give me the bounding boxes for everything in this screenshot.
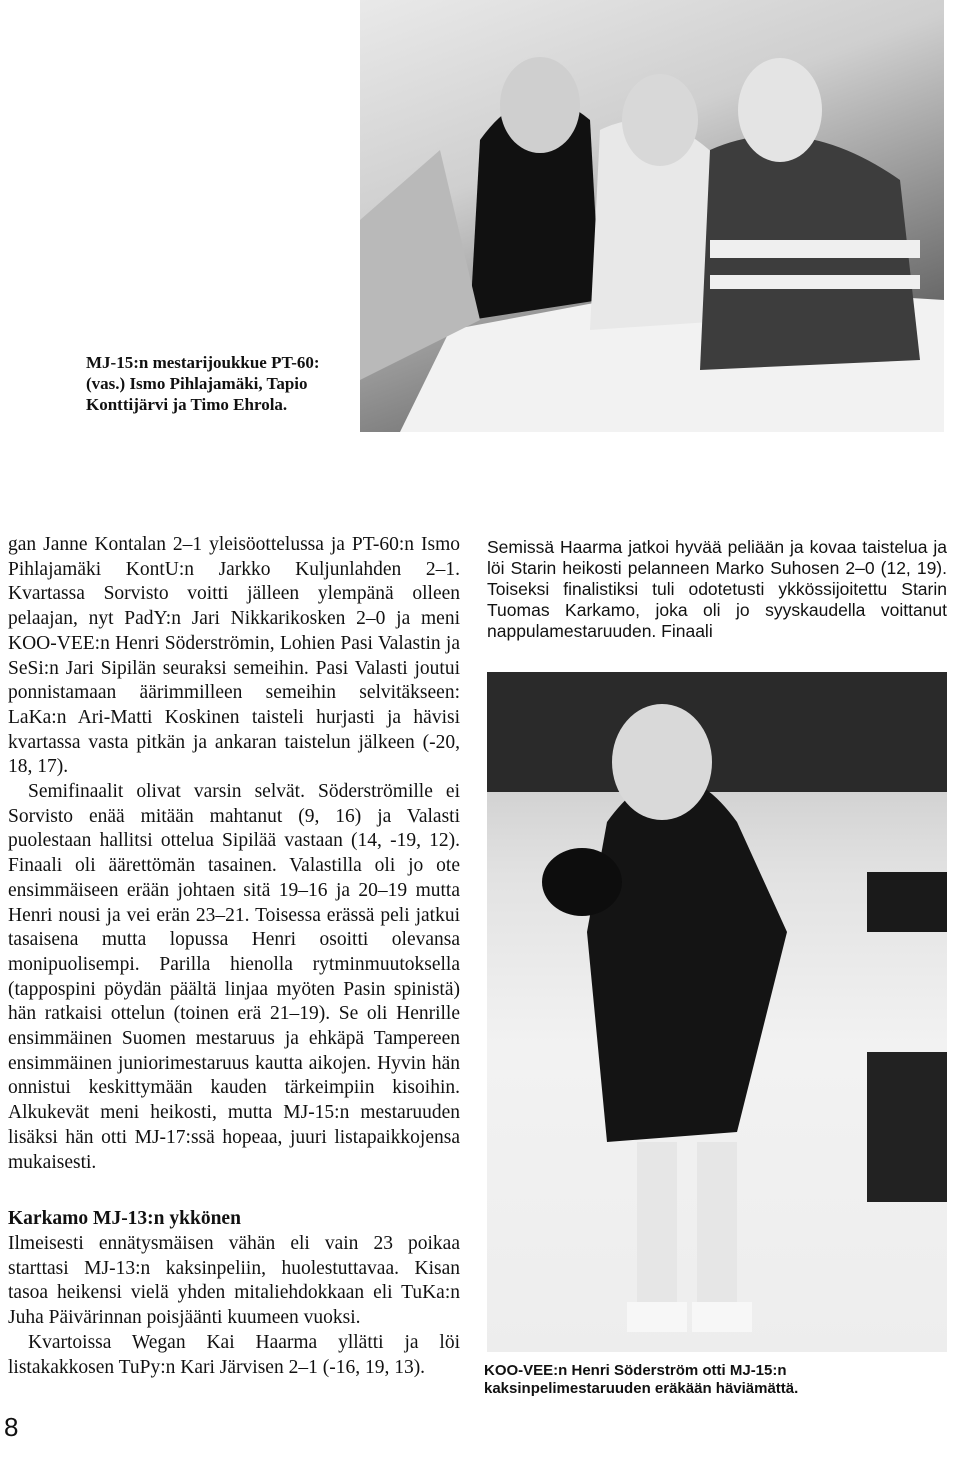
article-bottom-column: [8, 1232, 460, 1380]
team-photo-caption: MJ-15:n mestarijoukkue PT-60: (vas.) Ismo Pihlajamäki, Tapio Konttijärvi ja Timo Ehrola.: [86, 353, 320, 414]
section-heading: Karkamo MJ-13:n ykkönen: [8, 1208, 241, 1229]
player-photo-caption: KOO-VEE:n Henri Söderström otti MJ-15:n kaksinpelimestaruuden eräkään häviämättä.: [484, 1362, 799, 1397]
player-photo-image: [487, 672, 947, 1352]
article-right-column: Semissä Haarma jatkoi hyvää peliään ja kovaa taistelua ja löi Starin heikosti pelanneen Marko Suhosen 2–0 (12, 19). Toiseksi finalistiksi tuli odotetusti ykkössijoitettu Starin Tuomas Karkamo, joka oli jo syyskaudella voittanut nappulamestaruuden. Finaali: [487, 537, 947, 641]
article-paragraph: Semifinaalit olivat varsin selvät. Söderströmille ei Sorvisto enää mitään mahtanut (9, 16) ja Valasti puolestaan hallitsi ottelua Sipilää vastaan (14, -19, 12). Finaali oli äärettömän tasainen. Valastilla oli jo ote ensimmäiseen erään johtaen sitä 19–16 ja 20–19 mutta Henri nousi ja vei erän 23–21. Toisessa erässä peli jatkui tasaisena mutta lopussa Henri osoitti olevansa monipuolisempi. Parilla hienolla rytminmuutoksella (tappospini pöydän päältä linjaa myöten Pasin spinistä) hän ratkaisi ottelun (toinen erä 21–19). Se oli Henrille ensimmäinen Suomen mestaruus ja ehkäpä Tampereen ensimmäinen juniorimestaruus kautta aikojen. Hyvin hän onnistui keskittymään kauden tärkeimpiin kisoihin. Alkukevät meni heikosti, mutta MJ-15:n mestaruuden lisäksi hän otti MJ-17:ssä hopeaa, juuri listapaikkojensa mukaisesti.: [8, 781, 460, 1173]
article-paragraph: Ilmeisesti ennätysmäisen vähän eli vain 23 poikaa starttasi MJ-13:n kaksinpeliin, huolestuttavaa. Kisan tasoa heikensi vielä yhden mitaliehdokkaan eli TuKa:n Juha Päivärinnan poisjäänti kuumeen vuoksi.: [8, 1233, 460, 1329]
team-photo: [360, 0, 944, 432]
player-photo: [487, 672, 947, 1352]
article-left-column: [8, 533, 460, 1175]
team-photo-image: [360, 0, 944, 432]
page-number: 8: [4, 1412, 19, 1442]
article-paragraph: gan Janne Kontalan 2–1 yleisöottelussa ja PT-60:n Ismo Pihlajamäki KontU:n Jarkko Kuljunlahden 2–1. Kvartassa Sorvisto voitti jälleen ylempänä olleen pelaajan, nyt PadY:n Jari Nikkarikosken 2–0 ja meni KOO-VEE:n Henri Söderströmin, Lohien Pasi Valastin ja SeSi:n Jari Sipilän seuraksi semeihin. Pasi Valasti joutui ponnistamaan äärimmilleen semeihin selvitäkseen: LaKa:n Ari-Matti Koskinen taisteli hurjasti ja hävisi kvartassa vasta pitkän ja ankaran taistelun jälkeen (-20, 18, 17).: [8, 534, 460, 778]
article-paragraph: Kvartoissa Wegan Kai Haarma yllätti ja löi listakakkosen TuPy:n Kari Järvisen 2–1 (-16, 19, 13).: [8, 1331, 460, 1378]
